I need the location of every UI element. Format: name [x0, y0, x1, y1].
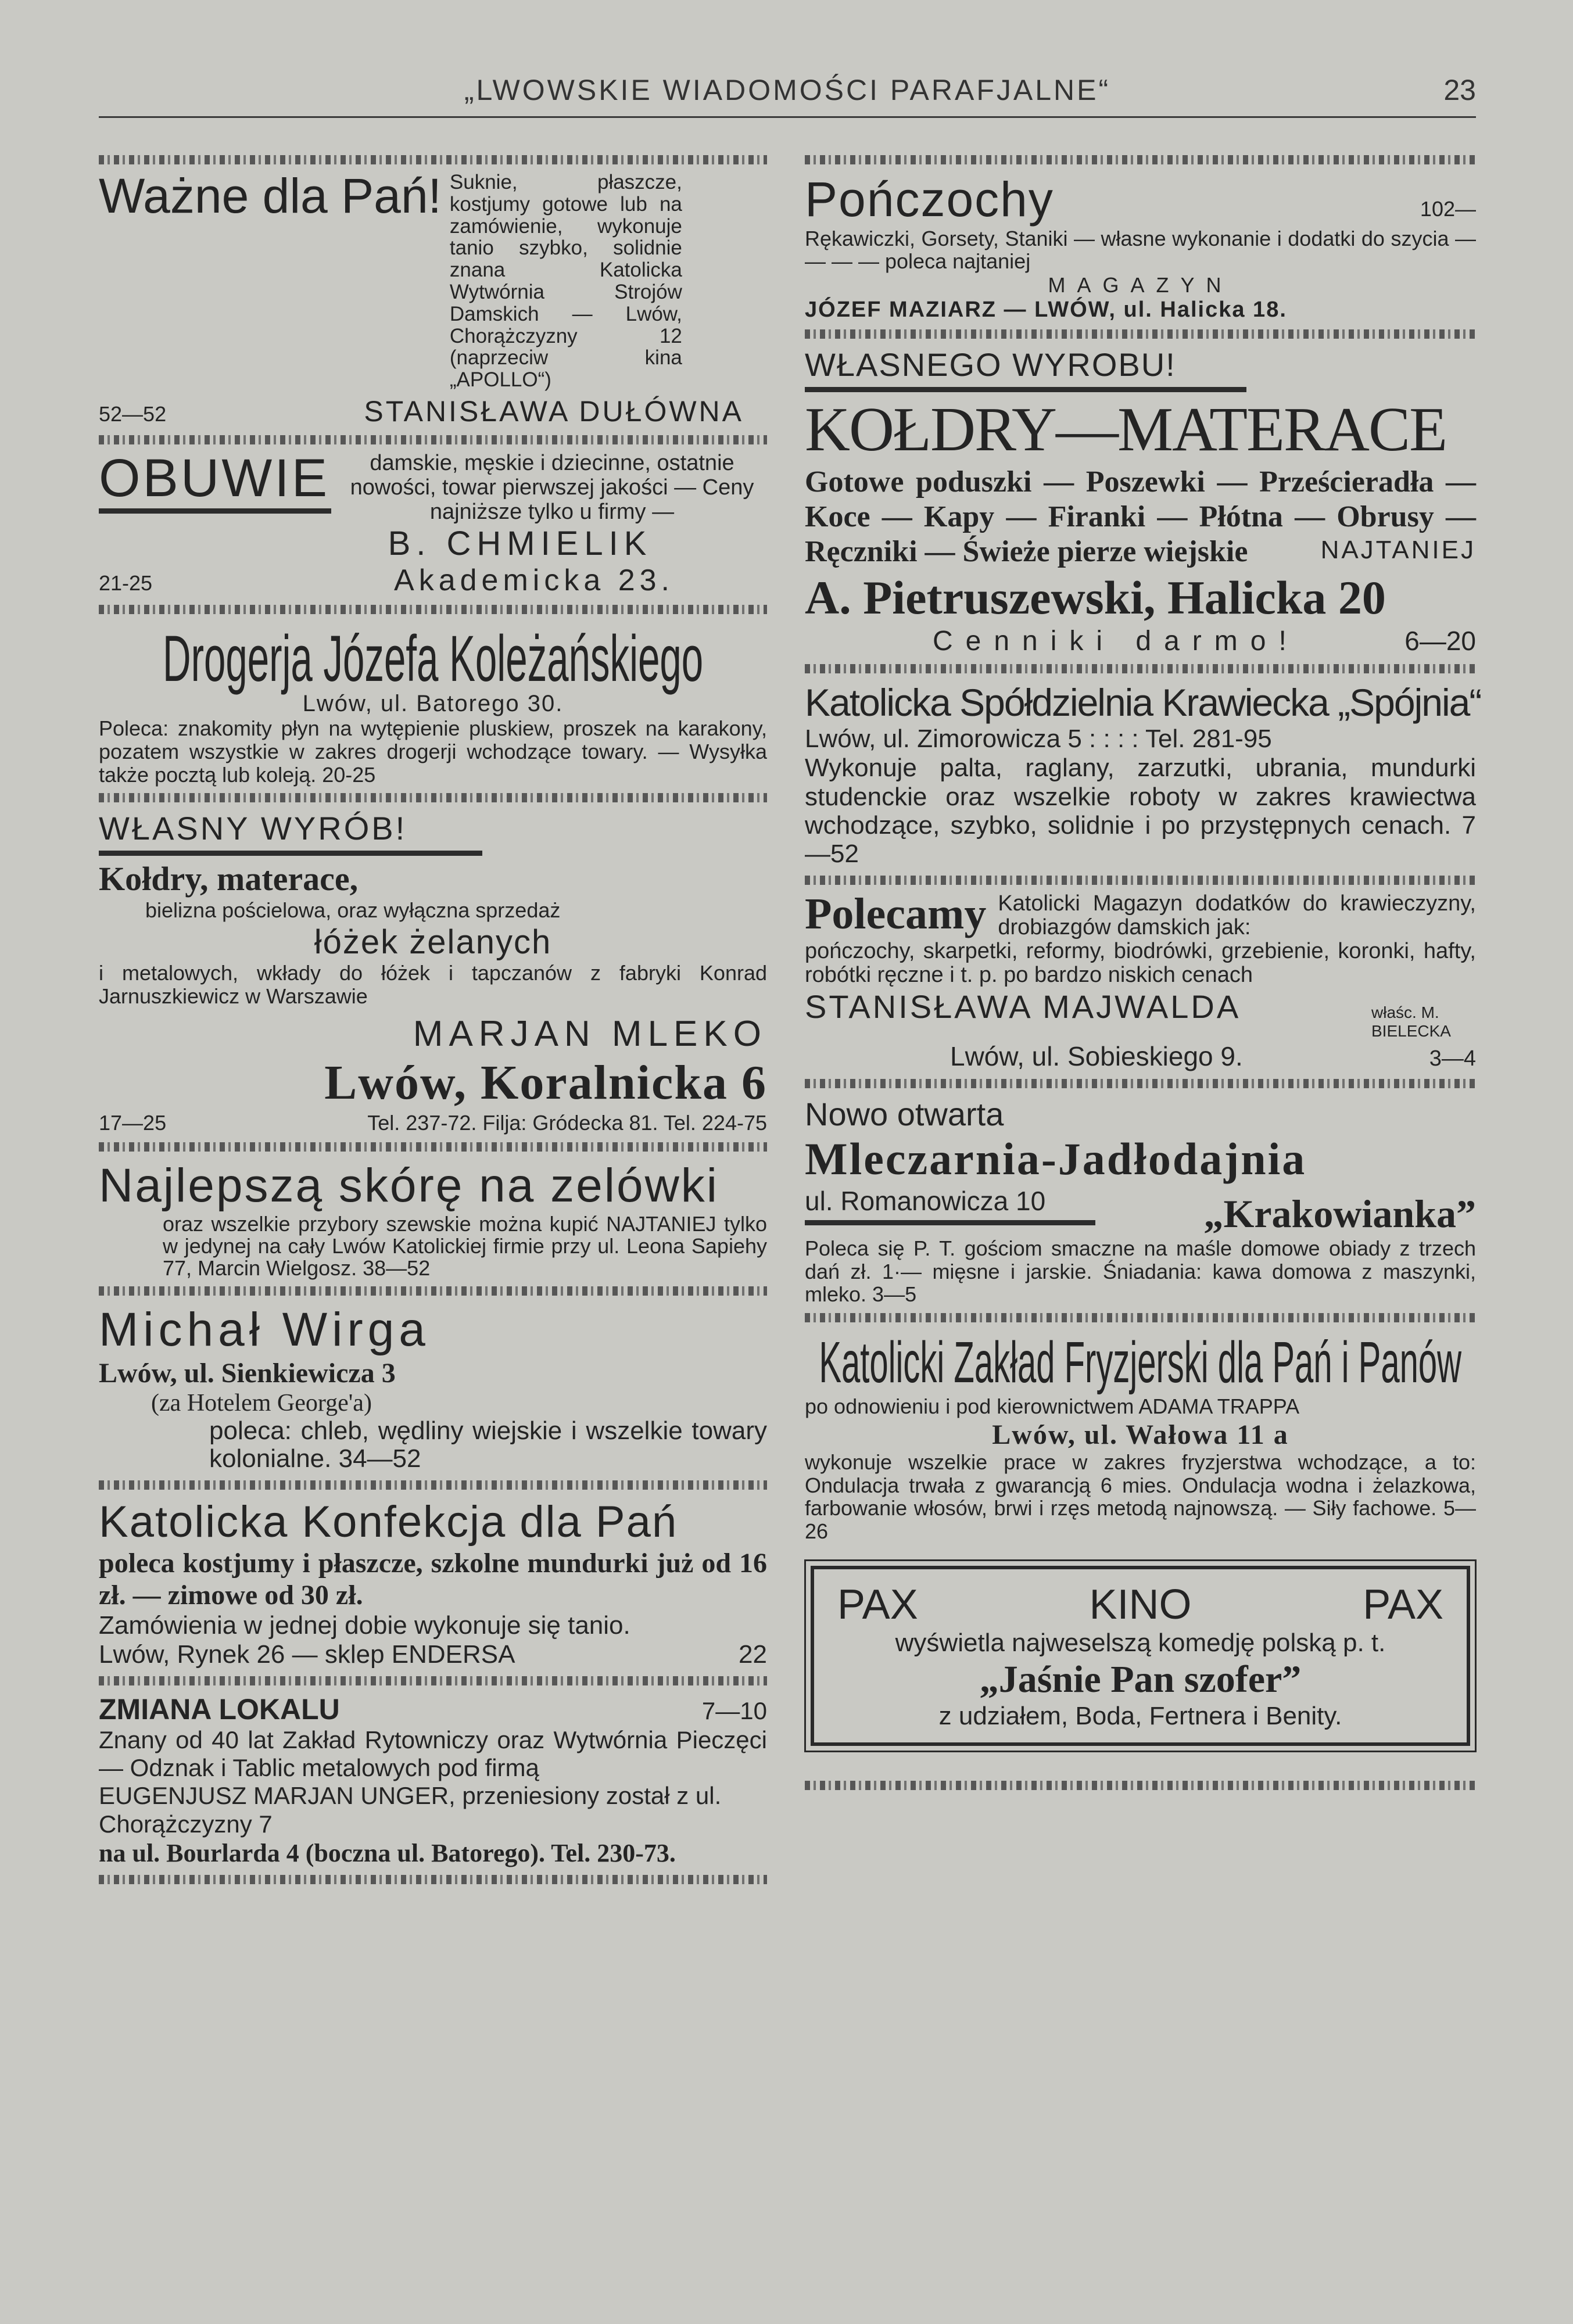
ad-heading: WŁASNY WYRÓB!: [99, 810, 407, 847]
ad-text: damskie, męskie i dziecinne, ostatnie nowości, towar pierwszej jakości — Ceny najniższe tylko u firmy —: [350, 450, 754, 524]
ad-ref: 34—52: [338, 1444, 421, 1473]
ad-ref: 52—52: [99, 401, 167, 426]
ad-text-body: wykonuje wszelkie prace w zakres fryzjerstwa wchodzące, a to: Ondulacja trwała z gwarancją 6 mies. Ondulacja wodna i żelazkowa, farbowanie włosów, brwi i rzęs metodą najnowszą. — Siły fachowe.: [805, 1450, 1476, 1520]
ad-text: [805, 1451, 1476, 1543]
ad-address: Lwów, ul. Sobieskiego 9.: [950, 1041, 1243, 1072]
ornament-divider: [99, 1480, 767, 1490]
ornament-divider: [805, 1079, 1476, 1088]
ad-heading: Pończochy: [805, 172, 1054, 227]
page-title: „LWOWSKIE WIADOMOŚCI PARAFJALNE“: [464, 74, 1111, 106]
ad-address: na ul. Bourlarda 4 (boczna ul. Batorego). Tel. 230-73.: [99, 1839, 676, 1868]
ad-ref: 17—25: [99, 1111, 167, 1135]
ad-owner: A. Pietruszewski, Halicka 20: [805, 571, 1386, 625]
ad-spojnia: [805, 680, 1481, 869]
kino-line-1: wyświetla najweselszą komedję polską p. t.: [895, 1629, 1386, 1658]
ad-text-body: Poleca się P. T. gościom smaczne na maśle domowe obiady z trzech dań zł. 1·— mięsne i jarskie. Śniadania: kawa domowa z maszynki, mleko.: [805, 1236, 1476, 1307]
ad-note: (za Hotelem George'a): [151, 1389, 372, 1416]
ad-ref: 102—: [1420, 197, 1476, 221]
ad-heading: Katolicki Zakład Fryzjerski dla Pań i Panów: [819, 1329, 1462, 1395]
ad-ponczochy: [805, 171, 1476, 322]
ad-line-1: po odnowieniu i pod kierownictwem ADAMA TRAPPA: [805, 1394, 1300, 1418]
ad-line-4: i metalowych, wkłady do łóżek i tapczanów z fabryki Konrad Jarnuszkiewicz w Warszawie: [99, 961, 767, 1008]
ad-konfekcja: [99, 1497, 767, 1669]
ad-heading: Mleczarnia-Jadłodajnia: [805, 1134, 1307, 1185]
ad-text-body: poleca: chleb, wędliny wiejskie i wszelkie towary kolonialne.: [209, 1416, 767, 1473]
heading-rule: [805, 387, 1246, 392]
ad-note: Cenniki darmo!: [933, 626, 1299, 657]
ornament-divider: [805, 664, 1476, 673]
ad-ref: 6—20: [1404, 626, 1476, 657]
ad-aside-text: Katolicki Magazyn dodatków do krawieczyzny, drobiazgów damskich jak:: [998, 891, 1476, 939]
heading-rule: [99, 851, 482, 856]
ad-obuwie: [99, 448, 767, 598]
ad-ref: 5—26: [805, 1496, 1476, 1543]
ad-heading: OBUWIE: [99, 448, 330, 508]
ad-text: pończochy, skarpetki, reformy, biodrówki, grzebienie, koronki, hafty, robótki ręczne i t. p. po bardzo niskich cenach: [805, 938, 1476, 988]
ad-text-body: Wykonuje palta, raglany, zarzutki, ubrania, mundurki studenckie oraz wszelkie roboty w zakres krawiectwa wchodzące, szybko, solidnie i po przystępnych cenach.: [805, 754, 1476, 840]
ad-heading: KOŁDRY—MATERACE: [805, 394, 1447, 464]
ad-heading: Najlepszą skórę na zelówki: [99, 1159, 719, 1213]
page-number: 23: [1443, 74, 1476, 106]
ad-tag: Nowo otwarta: [805, 1096, 1004, 1133]
ornament-divider: [99, 1142, 767, 1152]
ad-heading: Polecamy: [805, 889, 987, 938]
ad-text: [163, 1213, 767, 1279]
ad-address: Lwów, ul. Sienkiewicza 3: [99, 1357, 396, 1389]
ad-address: Lwów, ul. Wałowa 11 a: [992, 1419, 1289, 1450]
ad-line-1: Kołdry, materace,: [99, 860, 359, 898]
ornament-divider: [99, 793, 767, 802]
ad-name: „Krakowianka”: [1203, 1192, 1476, 1236]
ad-heading: Michał Wirga: [99, 1303, 430, 1356]
ad-ref: 3—5: [872, 1282, 917, 1307]
ad-owner: MARJAN MLEKO: [413, 1014, 767, 1055]
kino-word-1: PAX: [837, 1581, 918, 1629]
ad-heading: Katolicka Konfekcja dla Pań: [99, 1497, 678, 1547]
ad-heading: Katolicka Spółdzielnia Krawiecka „Spójnia“: [805, 681, 1481, 725]
ad-owner: B. CHMIELIK: [388, 525, 653, 563]
ad-wlasny-wyrob: [99, 809, 767, 1135]
ad-wazne-dla-pan: [99, 168, 767, 428]
ornament-divider: [99, 1286, 767, 1296]
kino-word-2: KINO: [1089, 1581, 1192, 1629]
ad-ref: 38—52: [363, 1256, 431, 1280]
ornament-divider: [805, 1781, 1476, 1790]
ad-text: poleca kostjumy i płaszcze, szkolne mundurki już od 16 zł. — zimowe od 30 zł.: [99, 1547, 767, 1611]
right-column: [805, 148, 1481, 1797]
ad-ref: 21-25: [99, 571, 153, 596]
ad-ref: 20-25: [322, 762, 376, 787]
ornament-divider: [805, 329, 1476, 339]
kino-word-3: PAX: [1363, 1581, 1443, 1629]
kino-title: „Jaśnie Pan szofer”: [979, 1658, 1302, 1701]
ad-address: Lwów, ul. Zimorowicza 5 : : : : Tel. 281-95: [805, 725, 1272, 754]
ornament-divider: [99, 155, 767, 164]
ad-address: Akademicka 23.: [394, 564, 674, 598]
ad-phone: Tel. 237-72. Filja: Gródecka 81. Tel. 224-75: [367, 1111, 767, 1135]
kino-line-2: z udziałem, Boda, Fertnera i Benity.: [938, 1702, 1342, 1731]
ornament-divider: [99, 1676, 767, 1685]
ornament-divider: [99, 435, 767, 444]
ad-owner: STANISŁAWA MAJWALDA: [805, 988, 1241, 1025]
ad-aside-text: Suknie, płaszcze, kostjumy gotowe lub na zamówienie, wykonuje tanio szybko, solidnie znana Katolicka Wytwórnia Strojów Damskich — Lwów, Chorążczyzny 12 (naprzeciw kina „APOLLO“): [449, 171, 682, 392]
heading-rule: [99, 508, 331, 514]
ad-koldry: [805, 346, 1476, 658]
ad-skora: [99, 1159, 767, 1279]
ad-address: ul. Romanowicza 10: [805, 1186, 1046, 1217]
ad-polecamy: [805, 889, 1476, 1073]
ad-text-body: Poleca: znakomity płyn na wytępienie pluskiew, proszek na karakony, pozatem wszystkie w zakres drogerji wchodzące towary. — Wysyłka także pocztą lub koleją.: [99, 716, 767, 787]
ad-text: Rękawiczki, Gorsety, Staniki — własne wykonanie i dodatki do szycia — — — — poleca najtaniej: [805, 227, 1476, 273]
ad-address: Lwów, Koralnicka 6: [324, 1056, 767, 1110]
ad-owner: EUGENJUSZ MARJAN UNGER, przeniesiony został z ul. Chorążczyzny 7: [99, 1782, 722, 1838]
ad-heading: Ważne dla Pań!: [99, 168, 442, 223]
ad-address: Lwów, Rynek 26 — sklep ENDERSA: [99, 1640, 515, 1669]
ad-text: [99, 717, 767, 786]
ornament-divider: [805, 876, 1476, 885]
ad-line-2: bielizna pościelowa, oraz wyłączna sprzedaż: [145, 898, 561, 923]
ad-text-body: oraz wszelkie przybory szewskie można kupić NAJTANIEJ tylko w jedynej na cały Lwów Katolickiej firmie przy ul. Leona Sapiehy 77, Marcin Wielgosz.: [163, 1212, 767, 1280]
ad-text: [805, 754, 1476, 868]
ad-text: Znany od 40 lat Zakład Rytowniczy oraz Wytwórnia Pieczęci — Odznak i Tablic metalowych pod firmą: [99, 1726, 767, 1782]
ad-wirga: [99, 1303, 767, 1473]
ad-magazyn: MAGAZYN: [1048, 272, 1233, 297]
ad-heading: Drogerja Józefa Koleżańskiego: [162, 622, 704, 695]
ad-kino-pax: [811, 1566, 1470, 1746]
heading-rule: [805, 1220, 1095, 1225]
ad-line-3: łóżek żelanych: [314, 923, 552, 962]
page-header: [99, 70, 1476, 118]
ad-zmiana-lokalu: [99, 1692, 767, 1868]
ad-tag: WŁASNEGO WYROBU!: [805, 346, 1176, 383]
left-column: [99, 148, 767, 1891]
ad-address: Lwów, ul. Batorego 30.: [302, 691, 564, 717]
ornament-divider: [99, 605, 767, 614]
ad-drogerja: [99, 621, 767, 786]
ad-mleczarnia: [805, 1095, 1476, 1306]
ad-ref: 7—52: [805, 811, 1476, 869]
ornament-divider: [99, 1875, 767, 1884]
ad-owner: JÓZEF MAZIARZ — LWÓW, ul. Halicka 18.: [805, 297, 1287, 322]
ornament-divider: [805, 1313, 1476, 1322]
ad-owner-note: właśc. M. BIELECKA: [1371, 1003, 1451, 1041]
ad-owner: STANISŁAWA DUŁÓWNA: [364, 394, 744, 428]
ad-ref: 3—4: [1429, 1046, 1476, 1071]
ad-ref: 22: [739, 1640, 767, 1669]
ad-text: [805, 1237, 1476, 1306]
ad-text-2: Zamówienia w jednej dobie wykonuje się tanio.: [99, 1611, 630, 1640]
ad-tag-2: NAJTANIEJ: [1320, 536, 1476, 565]
ad-text: [209, 1417, 767, 1473]
ad-heading: ZMIANA LOKALU: [99, 1692, 340, 1726]
ad-text: Gotowe poduszki — Poszewki — Prześcieradła — Koce — Kapy — Firanki — Płótna — Obrusy — Ręczniki — Świeże pierze wiejskie: [805, 465, 1476, 569]
ad-ref: 7—10: [701, 1697, 767, 1724]
ornament-divider: [805, 155, 1476, 164]
ad-fryzjer: [805, 1329, 1476, 1543]
